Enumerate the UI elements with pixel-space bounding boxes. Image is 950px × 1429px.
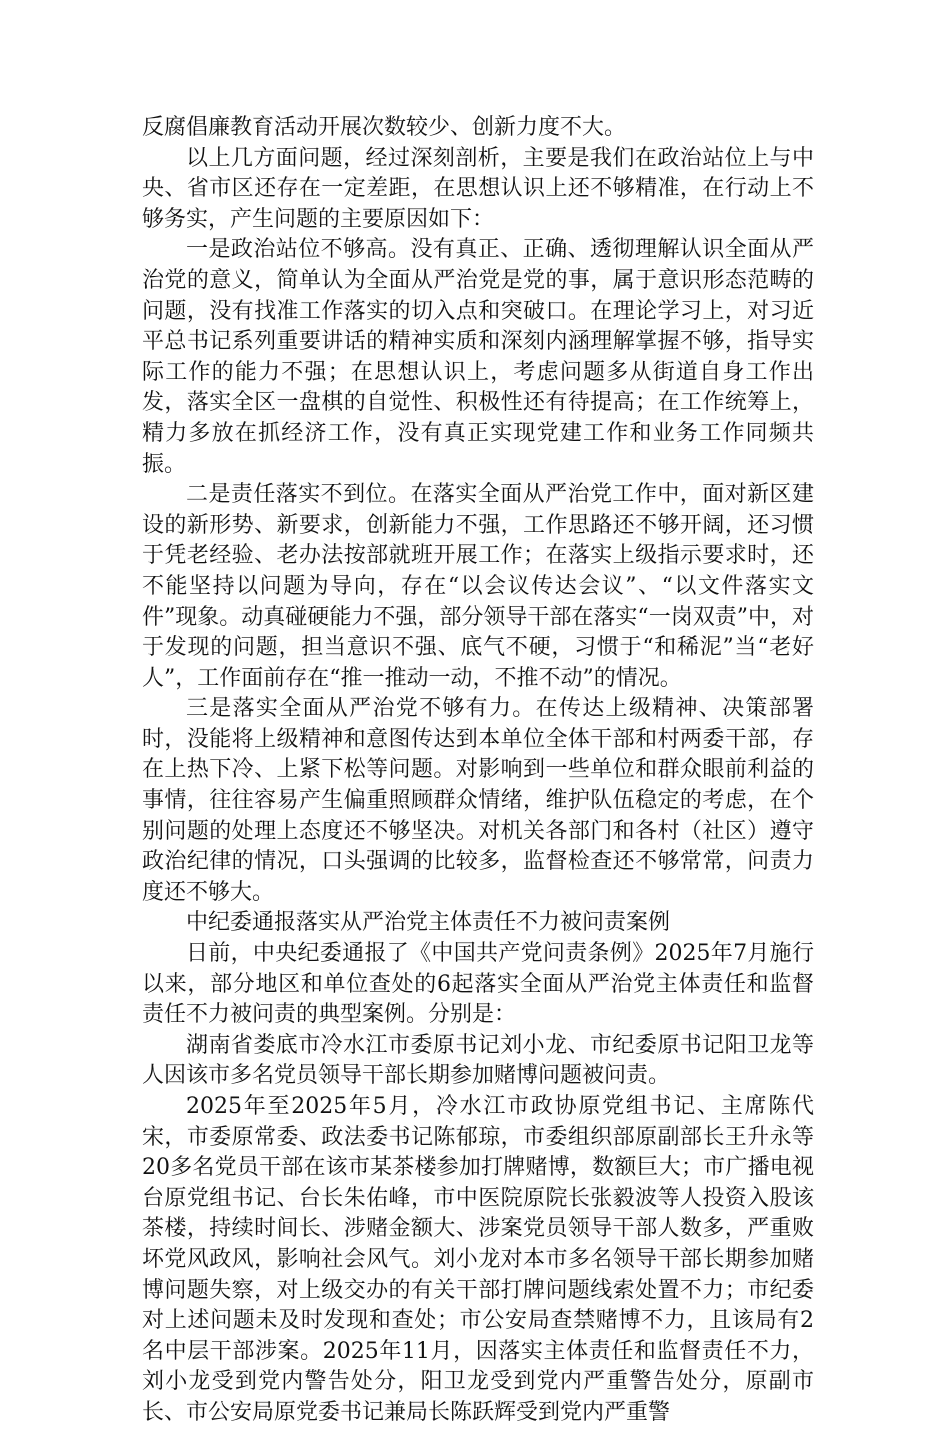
paragraph-9: 2025年至2025年5月，冷水江市政协原党组书记、主席陈代宋，市委原常委、政法委书记陈郁琼，市委组织部原副部长王升永等20多名党员干部在该市某茶楼参加打牌赌博，数额巨大；市广播电视台原党组书记、台长朱佑峰，市中医院原院长张毅波等人投资入股该茶楼，持续时间长、涉赌金额大、涉案党员领导干部人数多，严重败坏党风政风，影响社会风气。刘小龙对本市多名领导干部长期参加赌博问题失察，对上级交办的有关干部打牌问题线索处置不力；市纪委对上述问题未及时发现和查处；市公安局查禁赌博不力，且该局有2名中层干部涉案。2025年11月，因落实主体责任和监督责任不力，刘小龙受到党内警告处分，阳卫龙受到党内严重警告处分，原副市长、市公安局原党委书记兼局长陈跃辉受到党内严重警 [142, 1094, 814, 1425]
paragraph-4: 二是责任落实不到位。在落实全面从严治党工作中，面对新区建设的新形势、新要求，创新能力不强，工作思路还不够开阔，还习惯于凭老经验、老办法按部就班开展工作；在落实上级指示要求时，还不能坚持以问题为导向，存在“以会议传达会议”、“以文件落实文件”现象。动真碰硬能力不强，部分领导干部在落实“一岗双责”中，对于发现的问题，担当意识不强、底气不硬，习惯于“和稀泥”当“老好人”，工作面前存在“推一推动一动，不推不动”的情况。 [142, 482, 814, 691]
paragraph-8: 湖南省娄底市冷水江市委原书记刘小龙、市纪委原书记阳卫龙等人因该市多名党员领导干部长期参加赌博问题被问责。 [142, 1032, 814, 1089]
paragraph-1: 反腐倡廉教育活动开展次数较少、创新力度不大。 [142, 115, 627, 140]
paragraph-5: 三是落实全面从严治党不够有力。在传达上级精神、决策部署时，没能将上级精神和意图传达到本单位全体干部和村两委干部，存在上热下冷、上紧下松等问题。对影响到一些单位和群众眼前利益的事情，往往容易产生偏重照顾群众情绪，维护队伍稳定的考虑，在个别问题的处理上态度还不够坚决。对机关各部门和各村（社区）遵守政治纪律的情况，口头强调的比较多，监督检查还不够常常，问责力度还不够大。 [142, 696, 814, 905]
paragraph-2: 以上几方面问题，经过深刻剖析，主要是我们在政治站位上与中央、省市区还存在一定差距，在思想认识上还不够精准，在行动上不够务实，产生问题的主要原因如下： [142, 145, 814, 232]
section-heading: 中纪委通报落实从严治党主体责任不力被问责案例 [186, 910, 671, 936]
paragraph-7: 日前，中央纪委通报了《中国共产党问责条例》2025年7月施行以来，部分地区和单位查处的6起落实全面从严治党主体责任和监督责任不力被问责的典型案例。分别是： [142, 941, 814, 1028]
document-page [142, 113, 814, 1429]
paragraph-3: 一是政治站位不够高。没有真正、正确、透彻理解认识全面从严治党的意义，简单认为全面从严治党是党的事，属于意识形态范畴的问题，没有找准工作落实的切入点和突破口。在理论学习上，对习近平总书记系列重要讲话的精神实质和深刻内涵理解掌握不够，指导实际工作的能力不强；在思想认识上，考虑问题多从街道自身工作出发，落实全区一盘棋的自觉性、积极性还有待提高；在工作统筹上，精力多放在抓经济工作，没有真正实现党建工作和业务工作同频共振。 [142, 237, 814, 477]
